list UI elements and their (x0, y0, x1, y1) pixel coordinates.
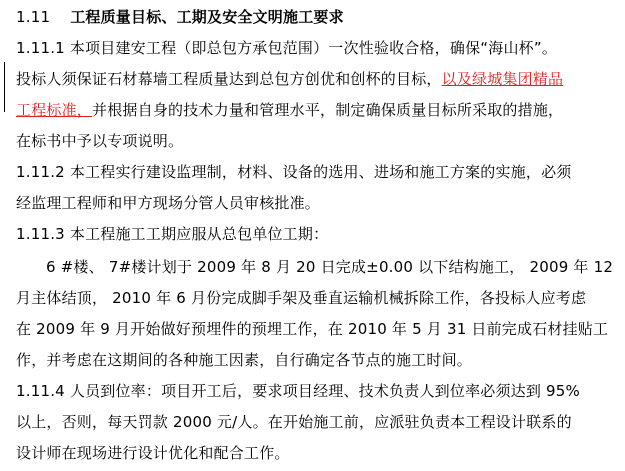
paragraph-line (16, 99, 563, 121)
revision-text: 工程标准， (16, 101, 93, 119)
paragraph-line: 在标书中予以专项说明。 (16, 132, 184, 150)
paragraph-line: 经监理工程师和甲方现场分管人员审核批准。 (16, 194, 321, 212)
section-heading (16, 6, 344, 28)
paragraph-line: 1.11.4 人员到位率：项目开工后，要求项目经理、技术负责人到位率必须达到 95% (16, 382, 580, 400)
section-number: 1.11 (16, 8, 51, 26)
body-text: 并根据自身的技术力量和管理水平，制定确保质量目标所采取的措施， (92, 101, 564, 119)
paragraph-line: 月主体结顶， 2010 年 6 月份完成脚手架及垂直运输机械拆除工作，各投标人应考虑 (16, 289, 587, 307)
paragraph-line: 在 2009 年 9 月开始做好预埋件的预埋工作，在 2010 年 5 月 31 日前完成石材挂贴工 (16, 320, 609, 338)
paragraph-line: 设计师在现场进行设计优化和配合工作。 (16, 444, 290, 462)
paragraph-line: 作，并考虑在这期间的各种施工因素，自行确定各节点的施工时间。 (16, 351, 473, 369)
paragraph-line: 6 #楼、 7#楼计划于 2009 年 8 月 20 日完成±0.00 以下结构施工， 2009 年 12 (46, 258, 614, 276)
paragraph-line (16, 68, 563, 90)
revision-text: 以及绿城集团精品 (441, 70, 564, 88)
change-bar (4, 62, 5, 112)
paragraph-line: 1.11.3 本工程施工工期应服从总包单位工期： (16, 225, 329, 243)
paragraph-line: 1.11.2 本工程实行建设监理制，材料、设备的选用、进场和施工方案的实施，必须 (16, 163, 572, 181)
section-title: 工程质量目标、工期及安全文明施工要求 (70, 8, 344, 26)
paragraph-line: 以上，否则，每天罚款 2000 元/人。在开始施工前，应派驻负责本工程设计联系的 (16, 413, 572, 431)
body-text: 投标人须保证石材幕墙工程质量达到总包方创优和创杯的目标， (16, 70, 442, 88)
paragraph-line: 1.11.1 本项目建安工程（即总包方承包范围）一次性验收合格，确保“海山杯”。 (16, 39, 558, 57)
